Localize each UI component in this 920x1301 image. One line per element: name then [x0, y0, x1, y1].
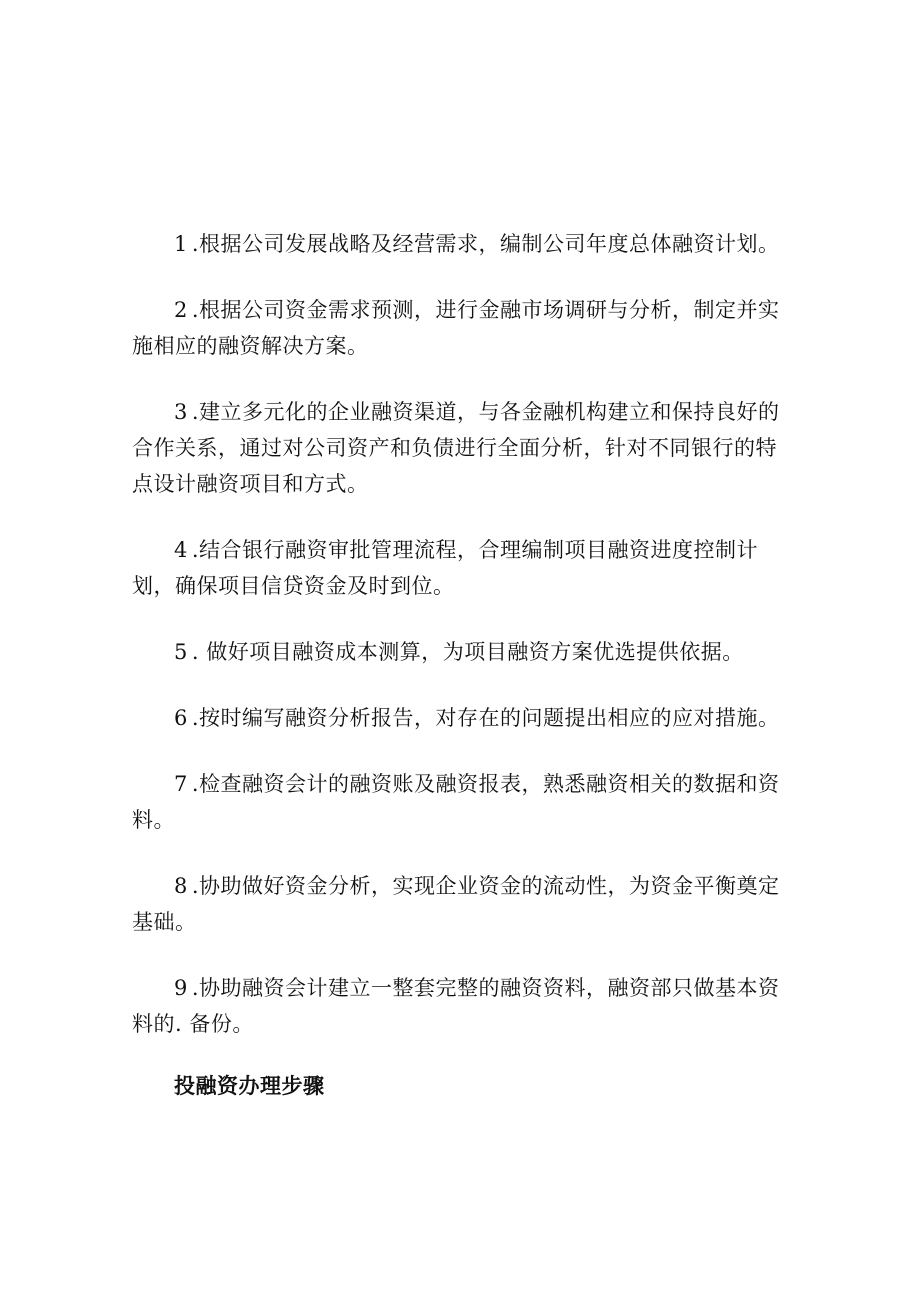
item-number: 3	[174, 400, 188, 424]
item-text: .按时编写融资分析报告，对存在的问题提出相应的应对措施。	[191, 706, 780, 730]
item-text: .根据公司发展战略及经营需求，编制公司年度总体融资计划。	[191, 232, 780, 256]
item-text: . 做好项目融资成本测算，为项目融资方案优选提供依据。	[191, 640, 744, 664]
list-item	[132, 226, 792, 262]
list-item	[132, 532, 792, 604]
item-number: 4	[174, 538, 188, 562]
item-number: 9	[174, 976, 188, 1000]
section-heading: 投融资办理步骤	[174, 1074, 325, 1098]
item-number: 6	[174, 706, 188, 730]
list-item	[132, 292, 792, 364]
item-number: 8	[174, 874, 188, 898]
list-item	[132, 868, 792, 940]
list-item	[132, 394, 792, 502]
item-text: .协助融资会计建立一整套完整的融资资料，融资部只做基本资料的. 备份。	[132, 976, 780, 1036]
item-text: .建立多元化的企业融资渠道，与各金融机构建立和保持良好的合作关系，通过对公司资产和负债进行全面分析，针对不同银行的特点设计融资项目和方式。	[132, 400, 780, 496]
duty-list	[132, 226, 792, 1072]
item-number: 1	[174, 232, 188, 256]
list-item	[132, 700, 792, 736]
item-text: .根据公司资金需求预测，进行金融市场调研与分析，制定并实施相应的融资解决方案。	[132, 298, 780, 358]
list-item	[132, 634, 792, 670]
list-item	[132, 766, 792, 838]
item-number: 5	[174, 640, 188, 664]
item-text: .结合银行融资审批管理流程，合理编制项目融资进度控制计划，确保项目信贷资金及时到位。	[132, 538, 759, 598]
item-number: 2	[174, 298, 188, 322]
item-number: 7	[174, 772, 188, 796]
list-item	[132, 970, 792, 1042]
item-text: .协助做好资金分析，实现企业资金的流动性，为资金平衡奠定基础。	[132, 874, 780, 934]
item-text: .检查融资会计的融资账及融资报表，熟悉融资相关的数据和资料。	[132, 772, 780, 832]
